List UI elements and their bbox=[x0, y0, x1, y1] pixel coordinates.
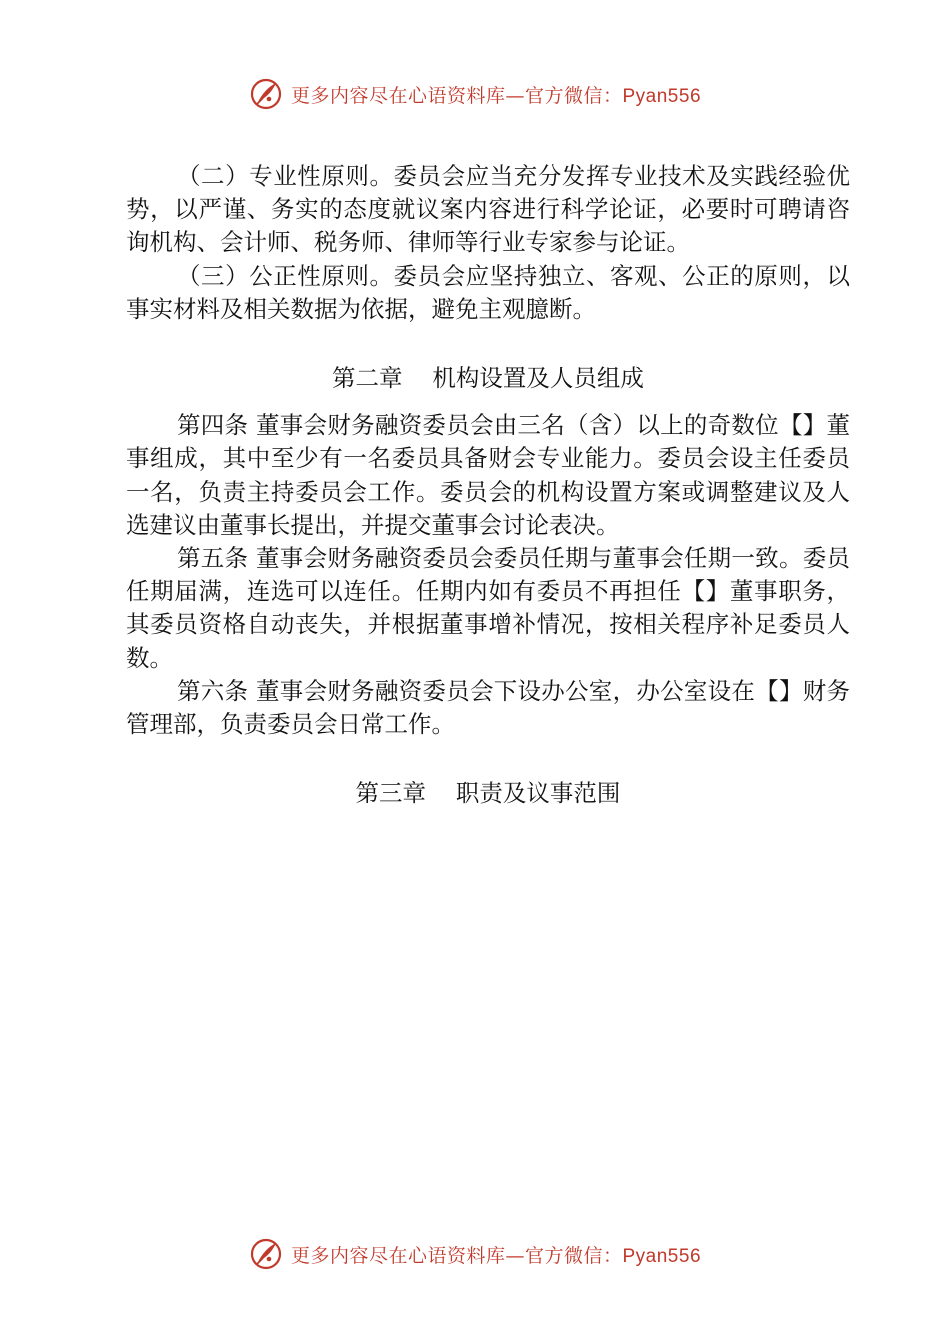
footer-watermark bbox=[0, 1232, 950, 1276]
chapter-3-title: 第三章 职责及议事范围 bbox=[355, 779, 621, 808]
watermark-text: 更多内容尽在心语资料库—官方微信：Pyan556 bbox=[290, 84, 702, 107]
document-body bbox=[126, 160, 850, 810]
watermark-text: 更多内容尽在心语资料库—官方微信：Pyan556 bbox=[290, 1244, 702, 1267]
paragraph-principle-3: （三）公正性原则。委员会应坚持独立、客观、公正的原则，以事实材料及相关数据为依据，避免主观臆断。 bbox=[126, 261, 850, 323]
article-5: 第五条 董事会财务融资委员会委员任期与董事会任期一致。委员任期届满，连选可以连任。任期内如有委员不再担任【】董事职务，其委员资格自动丧失，并根据董事增补情况，按相关程序补足委员人数。 bbox=[126, 544, 850, 672]
paragraph-principle-2: （二）专业性原则。委员会应当充分发挥专业技术及实践经验优势，以严谨、务实的态度就议案内容进行科学论证，必要时可聘请咨询机构、会计师、税务师、律师等行业专家参与论证。 bbox=[126, 162, 850, 257]
article-4: 第四条 董事会财务融资委员会由三名（含）以上的奇数位【】董事组成，其中至少有一名委员具备财会专业能力。委员会设主任委员一名，负责主持委员会工作。委员会的机构设置方案或调整建议及人选建议由董事长提出，并提交董事会讨论表决。 bbox=[126, 411, 850, 539]
quill-pen-logo-icon bbox=[249, 77, 283, 111]
chapter-2-title: 第二章 机构设置及人员组成 bbox=[332, 364, 644, 393]
article-6: 第六条 董事会财务融资委员会下设办公室，办公室设在【】财务管理部，负责委员会日常工作。 bbox=[126, 676, 850, 739]
header-watermark bbox=[0, 72, 950, 116]
quill-pen-logo-icon bbox=[249, 1237, 283, 1271]
